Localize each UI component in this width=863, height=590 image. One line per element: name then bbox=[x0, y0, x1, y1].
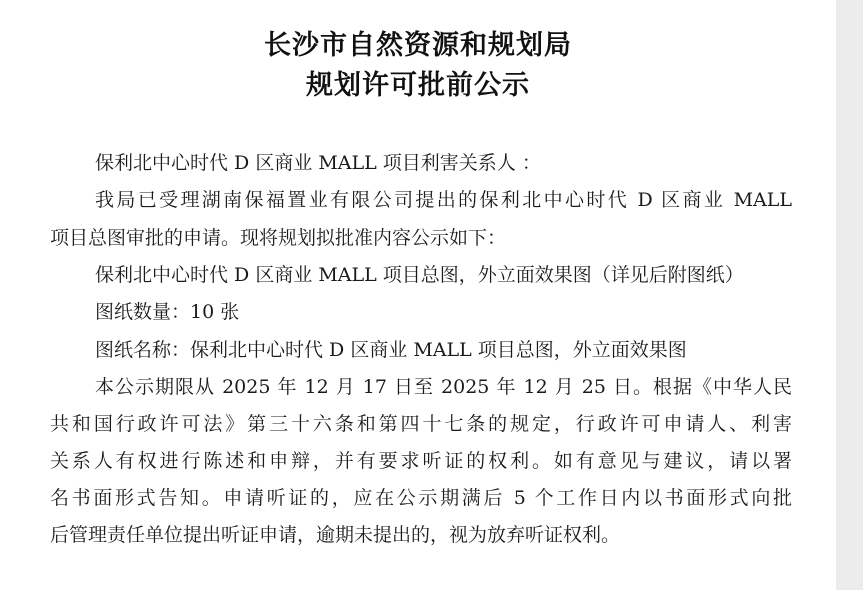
addressee-line: 保利北中心时代 D 区商业 MALL 项目利害关系人 ： bbox=[95, 152, 541, 174]
body-line: 本公示期限从 2025 年 12 月 17 日至 2025 年 12 月 25 日。根据《中华人民 bbox=[95, 376, 792, 398]
drawing-name-line: 图纸名称：保利北中心时代 D 区商业 MALL 项目总图，外立面效果图 bbox=[95, 339, 687, 361]
side-margin bbox=[836, 0, 863, 590]
body-line: 关系人有权进行陈述和申辩，并有要求听证的权利。如有意见与建议，请以署 bbox=[50, 450, 792, 472]
content-line: 保利北中心时代 D 区商业 MALL 项目总图，外立面效果图（详见后附图纸） bbox=[95, 264, 744, 286]
body-line: 后管理责任单位提出听证申请，逾期未提出的，视为放弃听证权利。 bbox=[50, 524, 621, 546]
body-line: 共和国行政许可法》第三十六条和第四十七条的规定，行政许可申请人、利害 bbox=[50, 413, 792, 435]
drawing-count-line: 图纸数量：10 张 bbox=[95, 301, 240, 323]
body-line: 我局已受理湖南保福置业有限公司提出的保利北中心时代 D 区商业 MALL bbox=[95, 189, 792, 211]
document-title: 长沙市自然资源和规划局 bbox=[264, 30, 572, 61]
document-subtitle: 规划许可批前公示 bbox=[306, 70, 530, 101]
body-line: 项目总图审批的申请。现将规划拟批准内容公示如下： bbox=[50, 227, 507, 249]
body-line: 名书面形式告知。申请听证的，应在公示期满后 5 个工作日内以书面形式向批 bbox=[50, 487, 792, 509]
